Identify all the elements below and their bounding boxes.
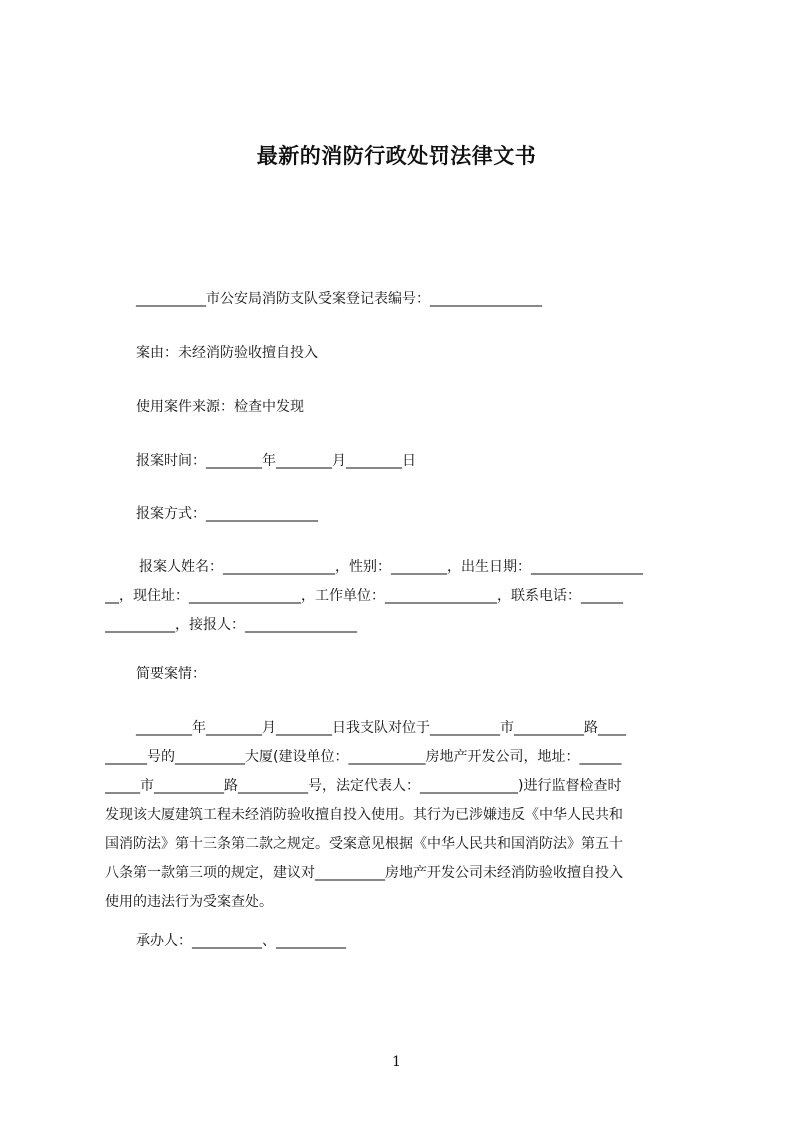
case-cause-line: 案由：未经消防验收擅自投入 (136, 345, 318, 361)
reporter-line: __________，接报人：________________ (105, 617, 357, 633)
brief-line: 国消防法》第十三条第二款之规定。受案意见根据《中华人民共和国消防法》第五十 (105, 836, 623, 852)
report-method-line: 报案方式：________________ (136, 506, 318, 522)
brief-line: 发现该大厦建筑工程未经消防验收擅自投入使用。其行为已涉嫌违反《中华人民共和 (105, 807, 623, 823)
document-title: 最新的消防行政处罚法律文书 (256, 144, 537, 168)
handler-line: 承办人：__________、__________ (136, 933, 346, 949)
brief-line: ______号的__________大厦(建设单位：___________房地产开发公司，地址：______ (105, 749, 622, 765)
brief-line: _____市__________路__________号，法定代表人：______________)进行监督检查时 (105, 778, 622, 794)
brief-line: 使用的违法行为受案查处。 (105, 894, 273, 910)
reporter-line: 报案人姓名：________________，性别：________，出生日期：________________ (139, 559, 643, 575)
brief-heading: 简要案情： (136, 666, 206, 682)
registration-line: __________市公安局消防支队受案登记表编号：________________ (136, 291, 542, 307)
brief-line: ________年________月________日我支队对位于__________市__________路____ (136, 720, 626, 736)
case-source-line: 使用案件来源：检查中发现 (136, 399, 304, 415)
reporter-info-paragraph (105, 553, 700, 640)
brief-case-paragraph (105, 714, 700, 917)
reporter-line: __，现住址：________________，工作单位：________________，联系电话：______ (105, 588, 623, 604)
page-number: 1 (392, 1054, 401, 1070)
brief-line: 八条第一款第三项的规定，建议对__________房地产开发公司未经消防验收擅自投入 (105, 865, 623, 881)
report-time-line: 报案时间：________年________月________日 (136, 453, 416, 469)
